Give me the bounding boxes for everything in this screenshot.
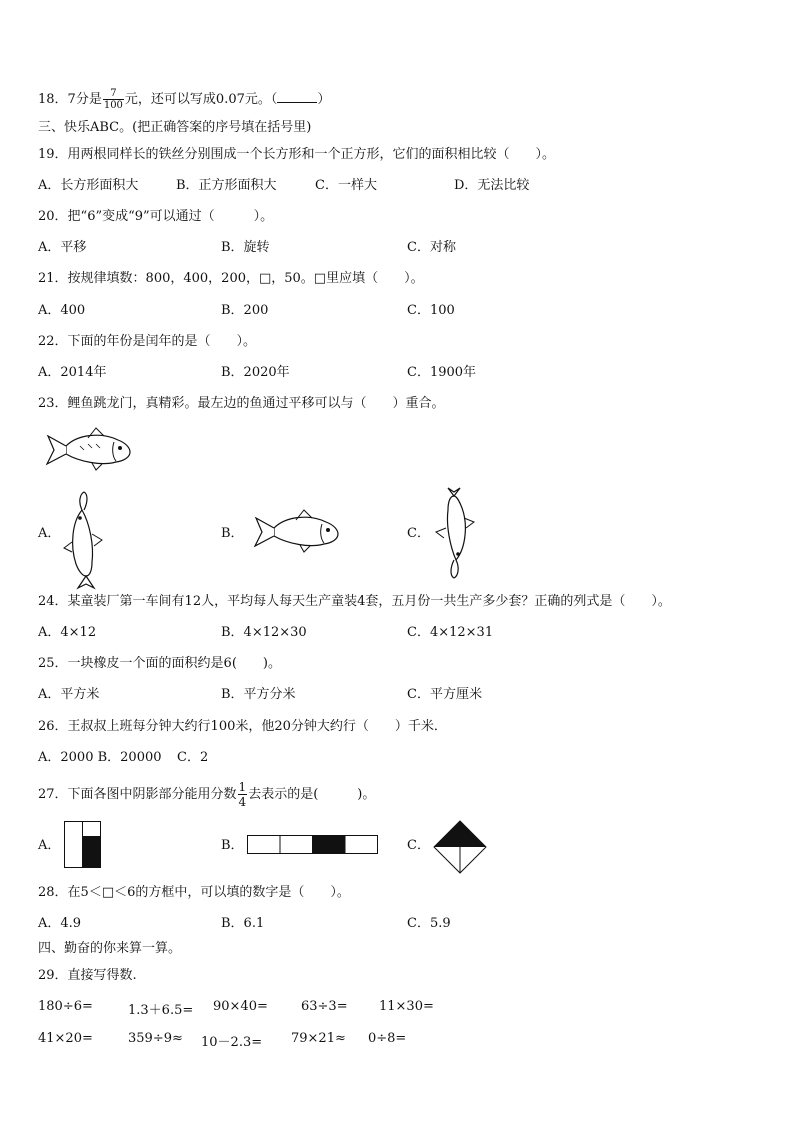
fish-reference-icon [44, 428, 134, 472]
q23-option-a[interactable]: A． [38, 526, 61, 541]
q27-prefix: 27．下面各图中阴影部分能用分数 [38, 787, 237, 802]
q19-option-d[interactable]: D．无法比较 [454, 178, 530, 193]
calc-item: 63÷3= [301, 999, 348, 1014]
section-4-heading: 四、勤奋的你来算一算。 [38, 941, 182, 956]
q24-option-c[interactable]: C．4×12×31 [407, 625, 494, 640]
q21-option-a[interactable]: A．400 [38, 303, 86, 318]
q18-close: ） [317, 92, 331, 107]
q28-option-c[interactable]: C．5.9 [407, 916, 451, 931]
q18-prefix: 18．7分是 [38, 92, 102, 107]
question-19-stem: 19．用两根同样长的铁丝分别围成一个长方形和一个正方形，它们的面积相比较（ ）。 [38, 147, 556, 162]
question-26-stem: 26．王叔叔上班每分钟大约行100米，他20分钟大约行（ ）千米． [38, 719, 447, 734]
q20-option-a[interactable]: A．平移 [38, 240, 87, 255]
q18-suffix: 元，还可以写成0.07元。（ [124, 92, 278, 107]
calc-item: 359÷9≈ [128, 1031, 183, 1046]
q27-option-b[interactable]: B． [221, 838, 244, 853]
q19-option-b[interactable]: B．正方形面积大 [176, 178, 277, 193]
q22-option-b[interactable]: B．2020年 [221, 365, 290, 380]
question-20-stem: 20．把“6”变成“9”可以通过（ ）。 [38, 209, 274, 224]
q23-option-c[interactable]: C． [407, 526, 430, 541]
calc-item: 11×30= [379, 999, 434, 1014]
q19-option-a[interactable]: A．长方形面积大 [38, 178, 139, 193]
q27-option-a[interactable]: A． [38, 838, 61, 853]
q21-option-b[interactable]: B．200 [221, 303, 269, 318]
strip-shape-b-icon [247, 835, 379, 855]
frac-denominator: 100 [103, 100, 123, 111]
fraction-1-4 [238, 780, 248, 809]
calc-item: 79×21≈ [291, 1031, 346, 1046]
fish-vertical-c-icon [430, 488, 480, 580]
q24-option-b[interactable]: B．4×12×30 [221, 625, 307, 640]
q19-option-c[interactable]: C．一样大 [315, 178, 377, 193]
q27-suffix: 去表示的是( )。 [248, 787, 376, 802]
question-29-stem: 29．直接写得数. [38, 968, 137, 983]
grid-shape-a-icon [64, 821, 102, 869]
section-3-heading: 三、快乐ABC。(把正确答案的序号填在括号里) [38, 120, 312, 135]
q26-option-ab[interactable]: A．2000 B．20000 [38, 750, 162, 765]
fish-vertical-a-icon [60, 490, 106, 590]
diamond-shape-c-icon [433, 820, 487, 874]
question-24-stem: 24．某童装厂第一车间有12人，平均每人每天生产童装4套，五月份一共生产多少套？正确的列式是（ ）。 [38, 594, 671, 609]
q25-option-b[interactable]: B．平方分米 [221, 687, 296, 702]
question-18 [38, 88, 330, 111]
answer-blank[interactable] [277, 90, 317, 103]
q22-option-c[interactable]: C．1900年 [407, 365, 477, 380]
calc-item: 41×20= [38, 1031, 93, 1046]
q20-option-c[interactable]: C．对称 [407, 240, 456, 255]
question-27 [38, 780, 375, 809]
question-23-stem: 23．鲤鱼跳龙门，真精彩。最左边的鱼通过平移可以与（ ）重合。 [38, 396, 445, 411]
q27-option-c[interactable]: C． [407, 838, 430, 853]
q28-option-a[interactable]: A．4.9 [38, 916, 82, 931]
q28-option-b[interactable]: B．6.1 [221, 916, 265, 931]
fraction-7-100 [103, 88, 124, 111]
question-28-stem: 28．在5＜□＜6的方框中，可以填的数字是（ ）。 [38, 885, 350, 900]
question-25-stem: 25．一块橡皮一个面的面积约是6( )。 [38, 656, 281, 671]
frac-numerator: 1 [238, 780, 247, 794]
calc-item: 180÷6= [38, 999, 93, 1014]
calc-item: 90×40= [213, 999, 268, 1014]
q24-option-a[interactable]: A．4×12 [38, 625, 97, 640]
calc-item: 0÷8= [368, 1031, 407, 1046]
frac-denominator: 4 [238, 795, 247, 809]
calc-item: 1.3＋6.5= [128, 1003, 194, 1018]
q21-option-c[interactable]: C．100 [407, 303, 455, 318]
q25-option-c[interactable]: C．平方厘米 [407, 687, 482, 702]
question-21-stem: 21．按规律填数：800，400，200，□，50。□里应填（ ）。 [38, 271, 424, 286]
question-22-stem: 22．下面的年份是闰年的是（ ）。 [38, 334, 257, 349]
calc-item: 10－2.3= [201, 1035, 263, 1050]
q26-option-c[interactable]: C．2 [177, 750, 209, 765]
fish-horizontal-b-icon [252, 510, 342, 554]
q22-option-a[interactable]: A．2014年 [38, 365, 107, 380]
q25-option-a[interactable]: A．平方米 [38, 687, 100, 702]
frac-numerator: 7 [103, 88, 124, 100]
q23-option-b[interactable]: B． [221, 526, 244, 541]
q20-option-b[interactable]: B．旋转 [221, 240, 270, 255]
